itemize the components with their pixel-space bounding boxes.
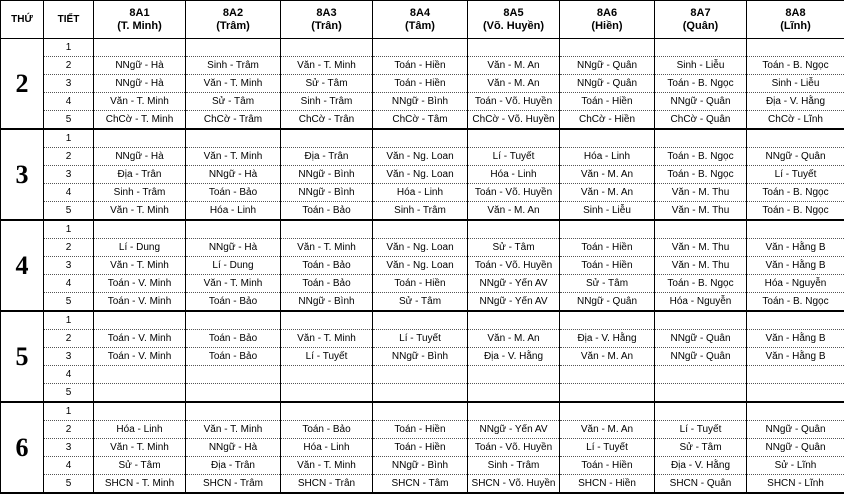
period-number: 5 [44,293,94,312]
lesson-cell: Địa - Trân [94,166,186,184]
lesson-cell: Văn - M. An [560,184,655,202]
homeroom-teacher: (Lĩnh) [780,19,811,32]
lesson-cell: NNgữ - Bình [373,348,468,366]
lesson-cell [747,129,844,148]
lesson-cell: Văn - M. Thu [655,239,747,257]
lesson-cell: Toán - Hiền [560,239,655,257]
lesson-cell: NNgữ - Quân [560,57,655,75]
table-row [1,384,844,403]
lesson-cell: SHCN - T. Minh [94,475,186,494]
lesson-cell: Văn - Hằng B [747,257,844,275]
lesson-cell: Sinh - Trâm [94,184,186,202]
period-number: 1 [44,402,94,421]
period-number: 2 [44,330,94,348]
day-label: 4 [1,220,44,311]
day-label: 2 [1,39,44,130]
table-row [1,111,844,130]
lesson-cell: Toán - Bảo [186,330,281,348]
lesson-cell: Văn - T. Minh [94,257,186,275]
lesson-cell: Hóa - Linh [468,166,560,184]
lesson-cell [468,384,560,403]
lesson-cell: Sinh - Liễu [747,75,844,93]
lesson-cell: Toán - B. Ngọc [747,202,844,221]
homeroom-teacher: (Trâm) [216,19,250,32]
lesson-cell: NNgữ - Hà [186,239,281,257]
lesson-cell: ChCờ - Trâm [186,111,281,130]
period-number: 2 [44,148,94,166]
lesson-cell: Toán - V. Minh [94,293,186,312]
lesson-cell: ChCờ - Hiền [560,111,655,130]
lesson-cell: ChCờ - T. Minh [94,111,186,130]
lesson-cell [468,129,560,148]
period-number: 2 [44,57,94,75]
table-row [1,421,844,439]
lesson-cell: Toán - Bảo [281,202,373,221]
class-header-8a8 [747,1,844,39]
lesson-cell [281,39,373,57]
class-header-8a4 [373,1,468,39]
class-header-8a7 [655,1,747,39]
class-header-8a2 [186,1,281,39]
class-name: 8A1 [129,6,150,19]
lesson-cell: Toán - Bảo [281,257,373,275]
lesson-cell: ChCờ - Trân [281,111,373,130]
lesson-cell: Địa - Trân [281,148,373,166]
table-row [1,75,844,93]
lesson-cell: Toán - B. Ngọc [655,166,747,184]
table-row [1,220,844,239]
lesson-cell [373,311,468,330]
lesson-cell [373,39,468,57]
lesson-cell: ChCờ - Tâm [373,111,468,130]
lesson-cell [560,384,655,403]
lesson-cell [186,220,281,239]
lesson-cell [373,220,468,239]
lesson-cell: SHCN - Võ. Huyền [468,475,560,494]
lesson-cell: Văn - M. Thu [655,184,747,202]
lesson-cell: Văn - M. An [468,330,560,348]
lesson-cell: Toán - Bảo [281,275,373,293]
lesson-cell [560,220,655,239]
day-column-header: THỨ [1,1,44,39]
period-number: 5 [44,111,94,130]
table-row [1,239,844,257]
period-number: 4 [44,184,94,202]
lesson-cell: NNgữ - Quân [747,439,844,457]
table-row [1,93,844,111]
lesson-cell: Địa - V. Hằng [747,93,844,111]
lesson-cell: Sinh - Trâm [373,202,468,221]
lesson-cell: Toán - Hiền [373,439,468,457]
lesson-cell: Toán - Bảo [186,348,281,366]
lesson-cell [186,311,281,330]
class-name: 8A4 [409,6,431,19]
table-row [1,148,844,166]
lesson-cell: Toán - Bảo [186,184,281,202]
lesson-cell [281,129,373,148]
homeroom-teacher: (Hiền) [591,19,623,32]
lesson-cell [655,39,747,57]
period-number: 4 [44,366,94,384]
lesson-cell [560,311,655,330]
lesson-cell: SHCN - Trâm [186,475,281,494]
lesson-cell: Toán - B. Ngọc [655,148,747,166]
lesson-cell [747,311,844,330]
lesson-cell: Sử - Lĩnh [747,457,844,475]
period-number: 3 [44,75,94,93]
table-row [1,39,844,57]
lesson-cell [186,384,281,403]
day-label: 6 [1,402,44,493]
lesson-cell: Toán - Hiền [373,421,468,439]
lesson-cell: NNgữ - Yến AV [468,293,560,312]
lesson-cell: Sinh - Trâm [281,93,373,111]
lesson-cell: Sử - Tâm [186,93,281,111]
period-number: 1 [44,311,94,330]
lesson-cell: Văn - T. Minh [281,239,373,257]
lesson-cell: NNgữ - Yến AV [468,421,560,439]
table-row [1,348,844,366]
lesson-cell: Sử - Tâm [468,239,560,257]
table-row [1,311,844,330]
lesson-cell: NNgữ - Quân [655,348,747,366]
lesson-cell: Toán - Bảo [281,421,373,439]
period-number: 4 [44,457,94,475]
homeroom-teacher: (Trân) [311,19,342,32]
period-number: 1 [44,129,94,148]
class-name: 8A6 [596,6,618,19]
lesson-cell: NNgữ - Hà [186,166,281,184]
lesson-cell [94,220,186,239]
lesson-cell: Địa - Trân [186,457,281,475]
lesson-cell: Toán - V. Minh [94,330,186,348]
table-row [1,293,844,312]
lesson-cell [468,311,560,330]
table-row [1,184,844,202]
lesson-cell: Toán - V. Minh [94,275,186,293]
homeroom-teacher: (T. Minh) [117,19,162,32]
table-row [1,402,844,421]
lesson-cell: ChCờ - Quân [655,111,747,130]
lesson-cell: Toán - B. Ngọc [747,57,844,75]
lesson-cell: NNgữ - Quân [747,421,844,439]
lesson-cell: Toán - Hiền [560,457,655,475]
lesson-cell: NNgữ - Quân [560,293,655,312]
lesson-cell [281,402,373,421]
lesson-cell [468,39,560,57]
period-number: 1 [44,39,94,57]
lesson-cell [94,366,186,384]
lesson-cell: Sinh - Liễu [560,202,655,221]
lesson-cell: Sử - Tâm [655,439,747,457]
lesson-cell [94,129,186,148]
lesson-cell: Lí - Dung [94,239,186,257]
lesson-cell: Văn - T. Minh [281,330,373,348]
lesson-cell [281,220,373,239]
homeroom-teacher: (Quân) [682,19,719,32]
lesson-cell: Văn - M. Thu [655,202,747,221]
lesson-cell: NNgữ - Bình [281,166,373,184]
lesson-cell: Toán - Võ. Huyền [468,257,560,275]
lesson-cell: NNgữ - Quân [655,93,747,111]
lesson-cell: Văn - Hằng B [747,348,844,366]
lesson-cell: Lí - Tuyết [281,348,373,366]
lesson-cell: Văn - M. An [468,75,560,93]
lesson-cell: SHCN - Hiền [560,475,655,494]
lesson-cell: Toán - Bảo [186,293,281,312]
lesson-cell: Văn - Ng. Loan [373,148,468,166]
period-column-header: TIẾT [44,1,94,39]
lesson-cell: Lí - Tuyết [373,330,468,348]
header-row [1,1,844,39]
lesson-cell: Sử - Tâm [281,75,373,93]
lesson-cell: Sinh - Liễu [655,57,747,75]
lesson-cell [655,384,747,403]
period-number: 3 [44,257,94,275]
lesson-cell [186,39,281,57]
period-number: 5 [44,475,94,494]
lesson-cell [655,129,747,148]
lesson-cell: Toán - Võ. Huyền [468,439,560,457]
lesson-cell: Văn - T. Minh [186,75,281,93]
lesson-cell [94,39,186,57]
lesson-cell [281,384,373,403]
lesson-cell [655,402,747,421]
lesson-cell: Sinh - Trâm [468,457,560,475]
lesson-cell: Toán - Hiền [373,57,468,75]
lesson-cell: Hóa - Nguyễn [747,275,844,293]
lesson-cell: Văn - T. Minh [186,275,281,293]
lesson-cell: Văn - T. Minh [186,421,281,439]
class-header-8a6 [560,1,655,39]
lesson-cell: Toán - Hiền [560,93,655,111]
lesson-cell: NNgữ - Quân [655,330,747,348]
table-row [1,330,844,348]
lesson-cell: Địa - V. Hằng [468,348,560,366]
lesson-cell [747,384,844,403]
lesson-cell [94,402,186,421]
class-name: 8A7 [690,6,711,19]
period-number: 5 [44,384,94,403]
lesson-cell: Văn - M. An [560,421,655,439]
lesson-cell: SHCN - Quân [655,475,747,494]
class-header-8a1 [94,1,186,39]
lesson-cell: Văn - T. Minh [94,202,186,221]
lesson-cell: Lí - Tuyết [747,166,844,184]
lesson-cell [747,366,844,384]
period-number: 4 [44,275,94,293]
lesson-cell: Sử - Tâm [560,275,655,293]
lesson-cell: Văn - T. Minh [281,57,373,75]
lesson-cell: Văn - T. Minh [94,93,186,111]
lesson-cell [560,39,655,57]
lesson-cell [373,402,468,421]
lesson-cell: Lí - Tuyết [655,421,747,439]
lesson-cell: Văn - Hằng B [747,239,844,257]
lesson-cell [747,220,844,239]
lesson-cell: ChCờ - Lĩnh [747,111,844,130]
lesson-cell: Toán - B. Ngọc [655,75,747,93]
period-number: 2 [44,421,94,439]
lesson-cell [655,366,747,384]
lesson-cell: Văn - M. An [468,57,560,75]
lesson-cell: Lí - Tuyết [468,148,560,166]
lesson-cell [747,402,844,421]
lesson-cell [186,129,281,148]
lesson-cell: SHCN - Lĩnh [747,475,844,494]
lesson-cell: Toán - Võ. Huyền [468,184,560,202]
table-row [1,166,844,184]
table-row [1,475,844,494]
lesson-cell: SHCN - Trân [281,475,373,494]
lesson-cell: Văn - Ng. Loan [373,166,468,184]
table-row [1,257,844,275]
lesson-cell: Lí - Tuyết [560,439,655,457]
table-row [1,57,844,75]
class-name: 8A5 [503,6,524,19]
lesson-cell: Toán - B. Ngọc [655,275,747,293]
lesson-cell [747,39,844,57]
table-row [1,439,844,457]
lesson-cell [468,402,560,421]
homeroom-teacher: (Tâm) [405,19,435,32]
lesson-cell [655,220,747,239]
table-row [1,457,844,475]
lesson-cell: Văn - Ng. Loan [373,257,468,275]
lesson-cell [373,384,468,403]
period-number: 3 [44,166,94,184]
lesson-cell: NNgữ - Quân [747,148,844,166]
lesson-cell: Sử - Tâm [94,457,186,475]
lesson-cell: Sử - Tâm [373,293,468,312]
lesson-cell: Toán - Hiền [373,275,468,293]
lesson-cell [94,384,186,403]
lesson-cell [655,311,747,330]
lesson-cell [186,402,281,421]
lesson-cell: Hóa - Linh [94,421,186,439]
day-label: 5 [1,311,44,402]
lesson-cell: Văn - M. An [560,166,655,184]
lesson-cell: Văn - Ng. Loan [373,239,468,257]
period-number: 5 [44,202,94,221]
lesson-cell [281,311,373,330]
lesson-cell: Hóa - Linh [373,184,468,202]
lesson-cell [186,366,281,384]
lesson-cell: Hóa - Linh [186,202,281,221]
lesson-cell [560,402,655,421]
lesson-cell [373,129,468,148]
lesson-cell: Toán - Hiền [560,257,655,275]
lesson-cell: Địa - V. Hằng [560,330,655,348]
lesson-cell: Địa - V. Hằng [655,457,747,475]
lesson-cell: NNgữ - Bình [373,457,468,475]
table-row [1,202,844,221]
day-label: 3 [1,129,44,220]
table-row [1,366,844,384]
lesson-cell: SHCN - Tâm [373,475,468,494]
lesson-cell: Toán - Võ. Huyền [468,93,560,111]
class-name: 8A2 [222,6,244,19]
lesson-cell: Toán - V. Minh [94,348,186,366]
lesson-cell: Văn - T. Minh [94,439,186,457]
lesson-cell: Hóa - Linh [281,439,373,457]
period-number: 1 [44,220,94,239]
lesson-cell: Văn - Hằng B [747,330,844,348]
class-header-8a3 [281,1,373,39]
table-row [1,129,844,148]
homeroom-teacher: (Võ. Huyền) [482,19,545,32]
lesson-cell: Lí - Dung [186,257,281,275]
lesson-cell: Toán - B. Ngọc [747,293,844,312]
lesson-cell: Văn - M. An [468,202,560,221]
lesson-cell: NNgữ - Bình [373,93,468,111]
lesson-cell: NNgữ - Bình [281,184,373,202]
class-name: 8A8 [785,6,806,19]
lesson-cell: Toán - Hiền [373,75,468,93]
period-number: 3 [44,348,94,366]
lesson-cell: NNgữ - Bình [281,293,373,312]
lesson-cell: Hóa - Nguyễn [655,293,747,312]
class-name: 8A3 [316,6,337,19]
lesson-cell: Văn - M. Thu [655,257,747,275]
class-header-8a5 [468,1,560,39]
lesson-cell: NNgữ - Hà [186,439,281,457]
lesson-cell: NNgữ - Hà [94,75,186,93]
period-number: 4 [44,93,94,111]
lesson-cell [281,366,373,384]
lesson-cell [373,366,468,384]
lesson-cell: Văn - T. Minh [186,148,281,166]
lesson-cell [468,220,560,239]
lesson-cell: Văn - T. Minh [281,457,373,475]
lesson-cell: Văn - M. An [560,348,655,366]
lesson-cell [560,366,655,384]
lesson-cell: ChCờ - Võ. Huyền [468,111,560,130]
lesson-cell: Hóa - Linh [560,148,655,166]
lesson-cell [468,366,560,384]
period-number: 3 [44,439,94,457]
lesson-cell: Sinh - Trâm [186,57,281,75]
lesson-cell [560,129,655,148]
table-row [1,275,844,293]
lesson-cell: NNgữ - Hà [94,148,186,166]
lesson-cell: NNgữ - Quân [560,75,655,93]
lesson-cell [94,311,186,330]
lesson-cell: Toán - B. Ngọc [747,184,844,202]
period-number: 2 [44,239,94,257]
lesson-cell: NNgữ - Yến AV [468,275,560,293]
lesson-cell: NNgữ - Hà [94,57,186,75]
